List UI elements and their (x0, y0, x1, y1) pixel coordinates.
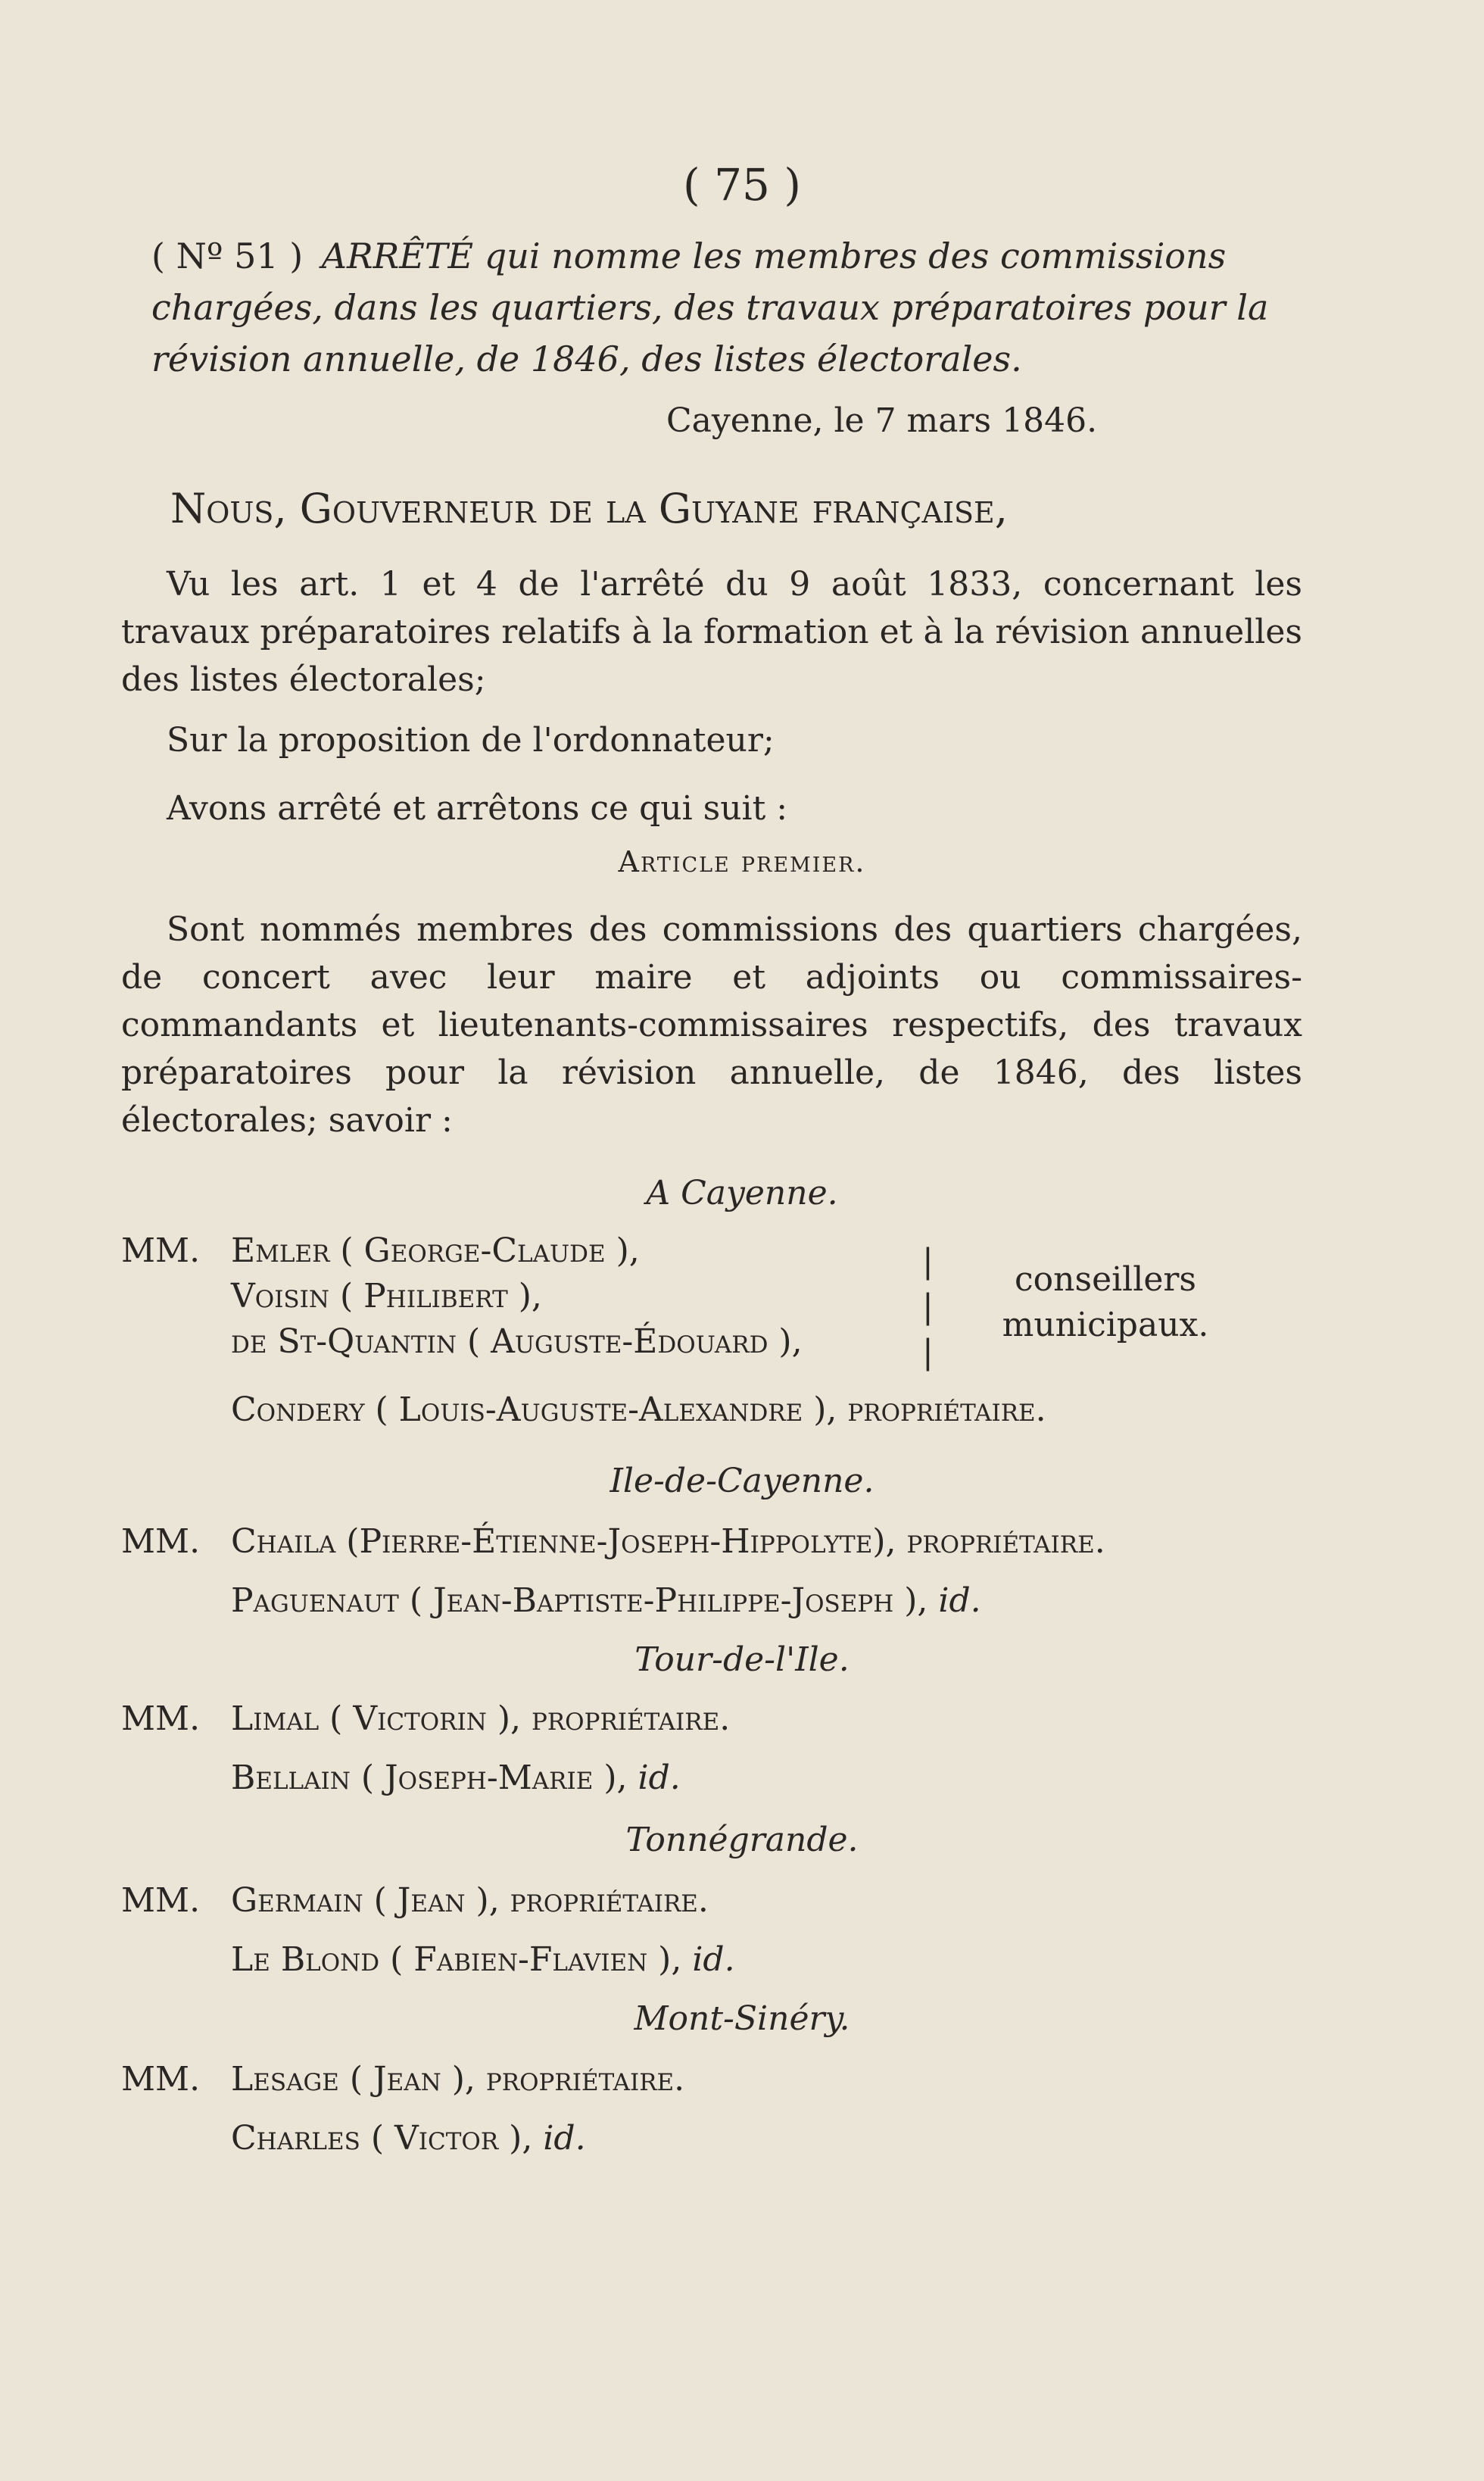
mm-label: MM. (121, 1881, 201, 1920)
mm-label: MM. (121, 1231, 201, 1270)
member-bellain: Bellain ( Joseph-Marie ), (231, 1759, 628, 1797)
idem-label: id. (938, 1581, 981, 1620)
member-line (231, 1231, 803, 1368)
member-st-quantin: de St-Quantin ( Auguste-Édouard ), (231, 1322, 803, 1361)
section-cayenne-title: A Cayenne. (646, 1174, 838, 1212)
article-title: Article premier. (618, 845, 866, 878)
section-tonne-title: Tonnégrande. (625, 1821, 859, 1859)
role-line-1: conseillers (1015, 1260, 1196, 1299)
member-condery: Condery ( Louis-Auguste-Alexandre ), propriétaire. (231, 1390, 1046, 1429)
idem-label: id. (692, 1940, 735, 1979)
member-chaila: Chaila (Pierre-Étienne-Joseph-Hippolyte), propriétaire. (231, 1522, 1105, 1561)
decree-title: ARRÊTÉ qui nomme les membres des commissions chargées, dans les quartiers, des travaux préparatoires pour la révision annuelle, de 1846, des listes électorales. (151, 236, 1269, 379)
member-line (231, 1581, 981, 1620)
section-tour-title: Tour-de-l'Ile. (634, 1640, 850, 1679)
decree-number: ( Nº 51 ) (151, 236, 304, 276)
mm-label: MM. (121, 1699, 201, 1738)
member-line (231, 1940, 735, 1979)
page-number: ( 75 ) (683, 159, 801, 211)
governor-line: Nous, Gouverneur de la Guyane française, (170, 485, 1008, 532)
member-charles: Charles ( Victor ), (231, 2119, 533, 2158)
member-le-blond: Le Blond ( Fabien-Flavien ), (231, 1940, 682, 1979)
role-text (992, 1257, 1219, 1348)
member-germain: Germain ( Jean ), propriétaire. (231, 1881, 709, 1920)
mm-label: MM. (121, 1522, 201, 1561)
section-ile-title: Ile-de-Cayenne. (610, 1462, 874, 1500)
idem-label: id. (638, 1759, 681, 1797)
decree-header (151, 230, 1302, 385)
idem-label: id. (543, 2119, 586, 2158)
paragraph-sur: Sur la proposition de l'ordonnateur; (167, 721, 775, 760)
paragraph-vu: Vu les art. 1 et 4 de l'arrêté du 9 août 1833, concernant les travaux préparatoires relatifs à la formation et à la révision annuelles des listes électorales; (121, 565, 1302, 699)
member-line (231, 1759, 681, 1797)
mm-label: MM. (121, 2060, 201, 2099)
paragraph-sont: Sont nommés membres des commissions des quartiers chargées, de concert avec leur maire et adjoints ou commissaires-commandants et lieutenants-commissaires respectifs, des travaux préparatoires pour la révision annuelle, de 1846, des listes électorales; savoir : (121, 910, 1302, 1140)
member-lesage: Lesage ( Jean ), propriétaire. (231, 2060, 685, 2099)
role-line-2: municipaux. (1002, 1306, 1209, 1344)
member-voisin: Voisin ( Philibert ), (231, 1277, 542, 1315)
member-limal: Limal ( Victorin ), propriétaire. (231, 1699, 731, 1738)
decree-date: Cayenne, le 7 mars 1846. (666, 401, 1098, 440)
member-emler: Emler ( George-Claude ), (231, 1231, 640, 1270)
brace-symbol: | | | (922, 1242, 934, 1372)
paragraph-avons: Avons arrêté et arrêtons ce qui suit : (167, 789, 788, 828)
member-line (231, 2119, 586, 2158)
member-paguenaut: Paguenaut ( Jean-Baptiste-Philippe-Joseph ), (231, 1581, 928, 1620)
section-mont-title: Mont-Sinéry. (634, 1999, 850, 2038)
